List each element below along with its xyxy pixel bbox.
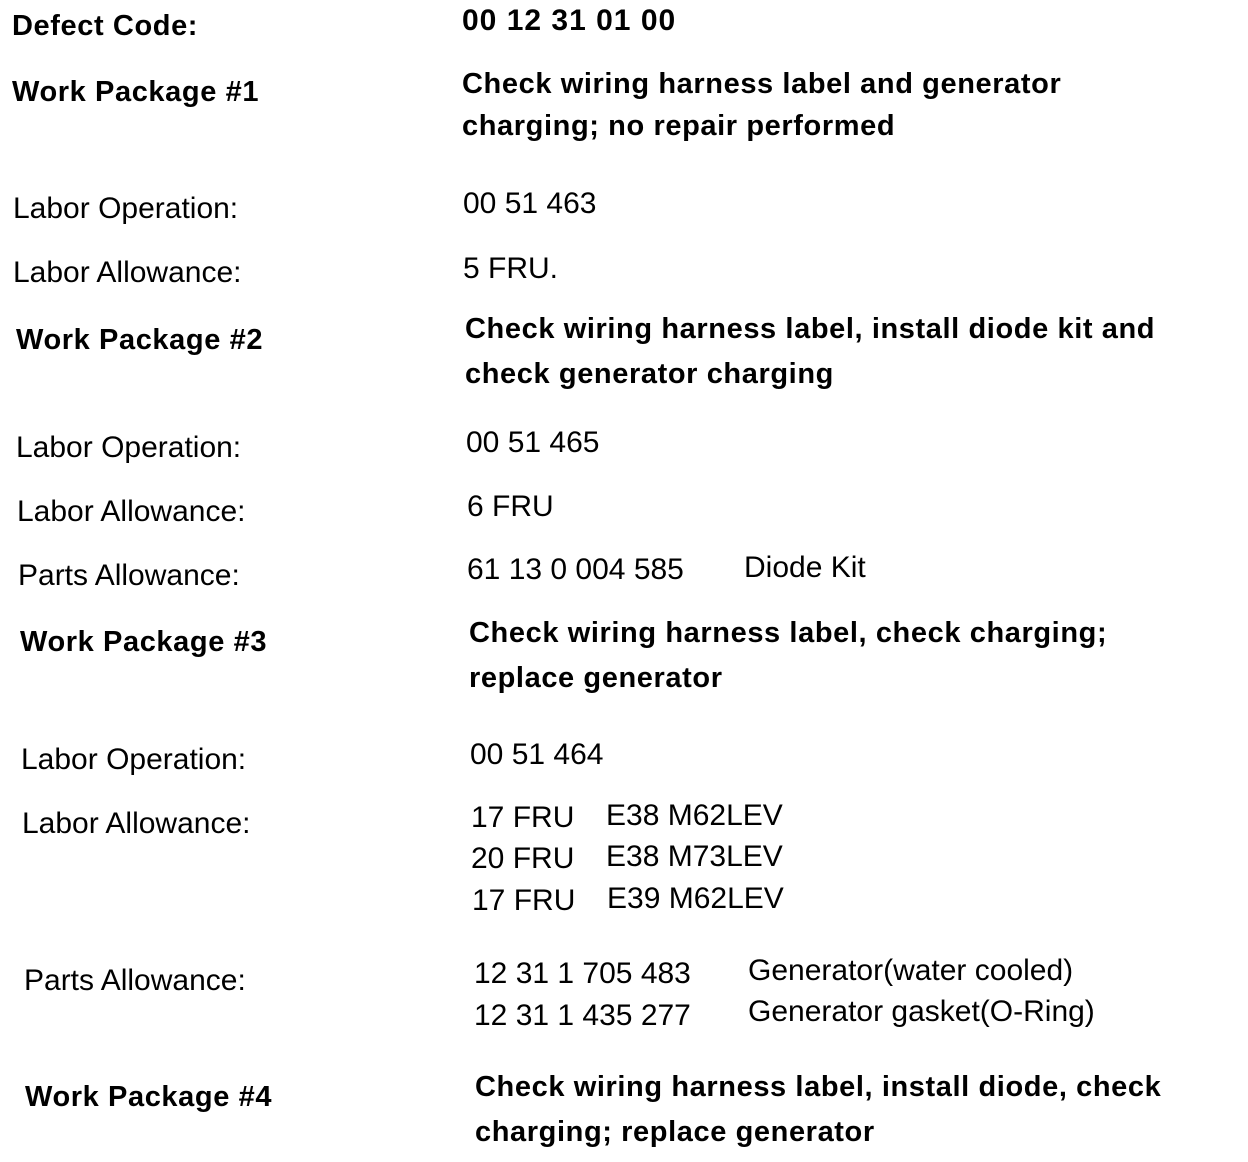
work-package-4-title: Work Package #4 <box>25 1081 273 1113</box>
work-package-3-description-line-2: replace generator <box>469 662 723 694</box>
work-package-4-description-line-1: Check wiring harness label, install diode, check <box>475 1071 1162 1103</box>
wp3-labor-allowance-fru-2: 20 FRU <box>471 842 575 875</box>
defect-code-value: 00 12 31 01 00 <box>462 4 677 37</box>
wp1-labor-allowance-label: Labor Allowance: <box>13 256 242 289</box>
wp2-labor-operation-label: Labor Operation: <box>16 431 242 464</box>
work-package-2-title: Work Package #2 <box>16 324 264 356</box>
wp3-part-number-1: 12 31 1 705 483 <box>474 957 691 990</box>
work-package-4-description-line-2: charging; replace generator <box>475 1116 875 1148</box>
work-package-1-description-line-1: Check wiring harness label and generator <box>462 68 1062 100</box>
wp3-labor-allowance-model-2: E38 M73LEV <box>606 840 783 873</box>
wp1-labor-operation-value: 00 51 463 <box>463 187 597 220</box>
wp2-part-number: 61 13 0 004 585 <box>467 553 684 586</box>
wp3-part-number-2: 12 31 1 435 277 <box>474 999 691 1032</box>
work-package-3-description-line-1: Check wiring harness label, check charging; <box>469 617 1108 649</box>
wp3-labor-allowance-fru-1: 17 FRU <box>471 801 575 834</box>
wp3-labor-operation-label: Labor Operation: <box>21 743 247 776</box>
wp2-parts-allowance-label: Parts Allowance: <box>18 559 240 592</box>
wp3-labor-allowance-model-3: E39 M62LEV <box>607 882 784 915</box>
work-package-3-title: Work Package #3 <box>20 626 268 658</box>
wp2-labor-allowance-value: 6 FRU <box>467 490 554 523</box>
wp3-labor-allowance-fru-3: 17 FRU <box>472 884 576 917</box>
work-package-1-description-line-2: charging; no repair performed <box>462 110 896 142</box>
wp2-labor-operation-value: 00 51 465 <box>466 426 600 459</box>
wp3-part-name-2: Generator gasket(O-Ring) <box>748 995 1095 1028</box>
wp2-part-name: Diode Kit <box>744 551 866 584</box>
work-package-1-title: Work Package #1 <box>12 76 260 108</box>
wp1-labor-operation-label: Labor Operation: <box>13 192 239 225</box>
wp3-labor-allowance-model-1: E38 M62LEV <box>606 799 783 832</box>
work-package-2-description-line-2: check generator charging <box>465 358 834 390</box>
defect-code-label: Defect Code: <box>12 10 199 42</box>
work-package-2-description-line-1: Check wiring harness label, install diode kit and <box>465 313 1156 345</box>
wp3-parts-allowance-label: Parts Allowance: <box>24 964 246 997</box>
wp1-labor-allowance-value: 5 FRU. <box>463 252 559 285</box>
wp3-part-name-1: Generator(water cooled) <box>748 954 1074 987</box>
wp3-labor-allowance-label: Labor Allowance: <box>22 807 251 840</box>
wp3-labor-operation-value: 00 51 464 <box>470 738 604 771</box>
wp2-labor-allowance-label: Labor Allowance: <box>17 495 246 528</box>
